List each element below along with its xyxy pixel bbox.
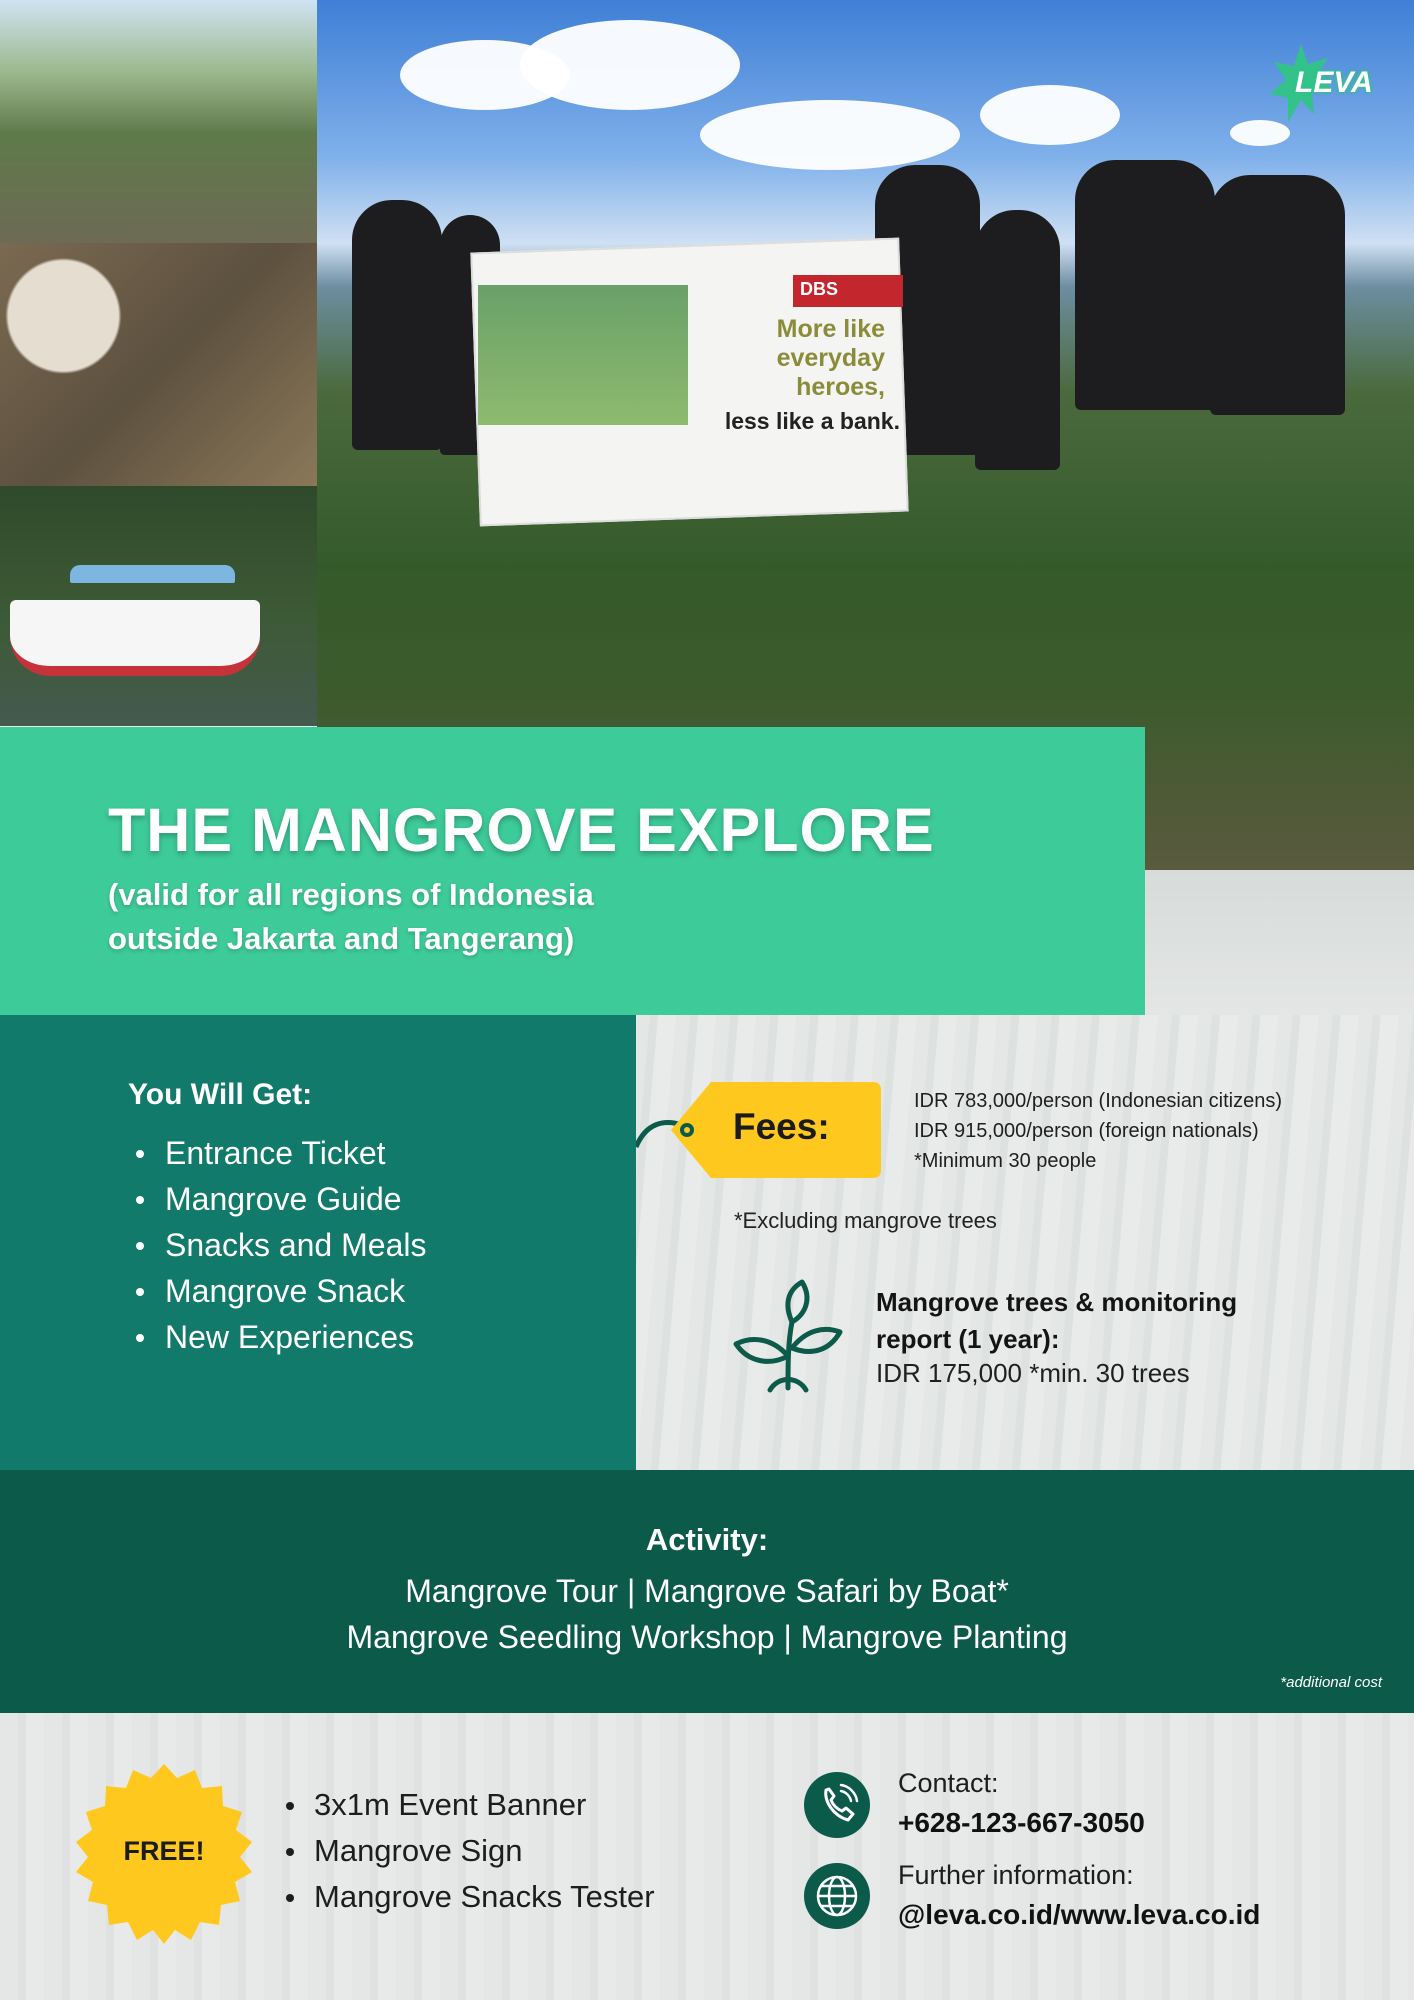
page-subtitle [108, 873, 594, 961]
additional-cost-note: *additional cost [1280, 1674, 1382, 1691]
tree-title-line: report (1 year): [876, 1324, 1060, 1354]
person [975, 210, 1060, 470]
list-item: Mangrove Snacks Tester [280, 1874, 655, 1920]
tree-package-title [876, 1284, 1237, 1358]
subtitle-line: (valid for all regions of Indonesia [108, 877, 594, 912]
cloud [700, 100, 960, 170]
globe-icon-circle [804, 1863, 870, 1929]
list-item: Mangrove Sign [280, 1828, 655, 1874]
fee-line: *Minimum 30 people [914, 1150, 1097, 1172]
info-label: Further information: [898, 1860, 1134, 1890]
globe-icon [804, 1863, 870, 1929]
boat-canopy [70, 565, 235, 583]
list-item: Mangrove Guide [128, 1176, 426, 1222]
activity-line: Mangrove Tour | Mangrove Safari by Boat* [405, 1573, 1009, 1609]
activity-line: Mangrove Seedling Workshop | Mangrove Planting [346, 1619, 1068, 1655]
faded-background [1145, 870, 1414, 1015]
list-item: Snacks and Meals [128, 1222, 426, 1268]
dbs-slogan-line: More like [776, 315, 885, 343]
fee-exclusion-note: *Excluding mangrove trees [734, 1208, 997, 1233]
free-items-list [280, 1782, 655, 1920]
you-will-get-title: You Will Get: [128, 1078, 313, 1111]
fees-label: Fees: [733, 1106, 830, 1147]
free-badge-label: FREE! [123, 1836, 205, 1866]
tree-package-price: IDR 175,000 *min. 30 trees [876, 1358, 1190, 1388]
fee-line: IDR 915,000/person (foreign nationals) [914, 1120, 1259, 1142]
list-item: 3x1m Event Banner [280, 1782, 655, 1828]
phone-icon-circle [804, 1772, 870, 1838]
activity-title: Activity: [645, 1522, 769, 1557]
dbs-logo-text: DBS [800, 279, 839, 299]
cloud [980, 85, 1120, 145]
list-item: Entrance Ticket [128, 1130, 426, 1176]
dbs-slogan-line: everyday [776, 344, 885, 372]
sprout-icon [730, 1278, 848, 1396]
phone-icon [804, 1772, 870, 1838]
dbs-banner-photo [478, 285, 688, 425]
you-will-get-list [128, 1130, 426, 1360]
dbs-tagline: less like a bank. [724, 408, 900, 434]
person [1210, 175, 1345, 415]
person [1075, 160, 1215, 410]
dbs-slogan [705, 315, 885, 402]
dbs-slogan-line: heroes, [796, 373, 885, 401]
tree-title-line: Mangrove trees & monitoring [876, 1287, 1238, 1317]
title-panel [0, 727, 1145, 1015]
list-item: New Experiences [128, 1314, 426, 1360]
subtitle-line: outside Jakarta and Tangerang) [108, 921, 575, 956]
list-item: Mangrove Snack [128, 1268, 426, 1314]
contact-label: Contact: [898, 1768, 999, 1798]
page-title: THE MANGROVE EXPLORE [108, 796, 935, 864]
leva-logo-text: LEVA [1295, 66, 1373, 99]
info-url: @leva.co.id/www.leva.co.id [898, 1899, 1261, 1930]
fee-line: IDR 783,000/person (Indonesian citizens) [914, 1090, 1282, 1112]
person [352, 200, 442, 450]
cloud [520, 20, 740, 110]
boat-shape [10, 600, 260, 676]
photo-seedling-planting [0, 243, 317, 486]
photo-mangrove-wading [0, 0, 317, 243]
contact-phone: +628-123-667-3050 [898, 1807, 1145, 1838]
